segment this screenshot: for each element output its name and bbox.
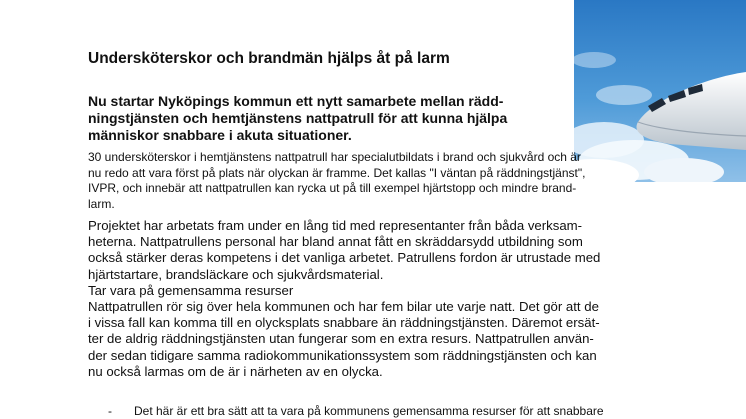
article-body xyxy=(88,218,688,380)
article-title: Undersköterskor och brandmän hjälps åt på larm xyxy=(88,50,450,67)
body-line: nu också larmas om de är i närheten av en olycka. xyxy=(88,363,383,379)
lead-line: människor snabbare i akuta situationer. xyxy=(88,127,352,143)
bullet-text: Det här är ett bra sätt att ta vara på kommunens gemensamma resurser för att snabbare xyxy=(134,404,604,418)
bullet-marker: - xyxy=(108,404,112,418)
lead-line: Nu startar Nyköpings kommun ett nytt samarbete mellan rädd- xyxy=(88,93,504,109)
article-lead xyxy=(88,93,558,144)
body-line: der sedan tidigare samma radiokommunikationssystem som räddningstjänsten och kan xyxy=(88,347,597,363)
section-subheading: Tar vara på gemensamma resurser xyxy=(88,282,294,298)
intro-line: 30 undersköterskor i hemtjänstens nattpatrull har specialutbildats i brand och sjukvård och är xyxy=(88,150,581,164)
article-intro xyxy=(88,150,688,212)
lead-line: ningstjänsten och hemtjänstens nattpatrull för att kunna hjälpa xyxy=(88,110,508,126)
intro-line: larm. xyxy=(88,196,115,211)
body-line: i vissa fall kan komma till en olycksplats snabbare än räddningstjänsten. Däremot ersät- xyxy=(88,315,600,331)
body-line: Nattpatrullen rör sig över hela kommunen och har fem bilar ute varje natt. Det gör att de xyxy=(88,299,599,315)
bullet-item xyxy=(108,404,604,419)
body-line: ter de aldrig räddningstjänsten utan fungerar som en extra resurs. Nattpatrullen använ- xyxy=(88,331,594,347)
intro-line: nu redo att vara först på plats när olyckan är framme. Det kallas "I väntan på räddningstjänst", xyxy=(88,165,586,180)
body-line: hjärtstartare, brandsläckare och sjukvårdsmaterial. xyxy=(88,266,384,282)
body-line: heterna. Nattpatrullens personal har bland annat fått en skräddarsydd utbildning som xyxy=(88,234,583,250)
body-line: Projektet har arbetats fram under en lång tid med representanter från båda verksam- xyxy=(88,218,583,233)
body-line: också stärker deras kompetens i det vanliga arbetet. Patrullens fordon är utrustade med xyxy=(88,250,601,266)
intro-line: IVPR, och innebär att nattpatrullen kan rycka ut på till exempel hjärtstopp och mindre brand- xyxy=(88,181,577,195)
